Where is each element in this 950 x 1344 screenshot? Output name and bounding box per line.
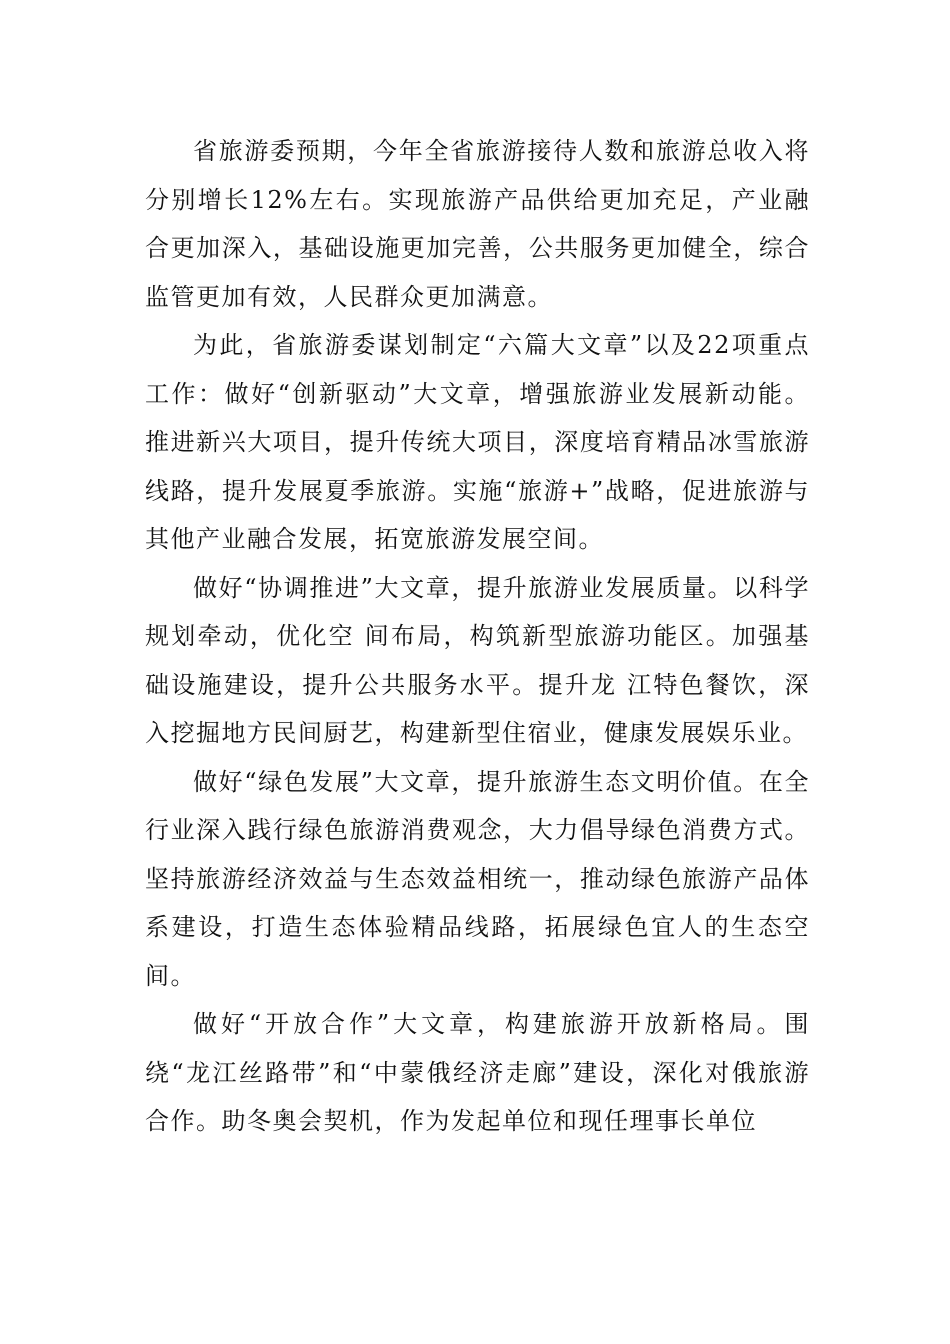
paragraph-six-articles-innovation: 为此，省旅游委谋划制定“六篇大文章”以及22项重点工作：做好“创新驱动”大文章，增强旅游业发展新动能。推进新兴大项目，提升传统大项目，深度培育精品冰雪旅游线路，提升发展夏季旅游。实施“旅游+”战略，促进旅游与其他产业融合发展，拓宽旅游发展空间。 (145, 331, 810, 553)
paragraph-green-development: 做好“绿色发展”大文章，提升旅游生态文明价值。在全行业深入践行绿色旅游消费观念，大力倡导绿色消费方式。坚持旅游经济效益与生态效益相统一，推动绿色旅游产品体系建设，打造生态体验精品线路，拓展绿色宜人的生态空间。 (145, 767, 810, 990)
paragraph-open-cooperation: 做好“开放合作”大文章，构建旅游开放新格局。围绕“龙江丝路带”和“中蒙俄经济走廊”建设，深化对俄旅游合作。助冬奥会契机，作为发起单位和现任理事长单位 (145, 1010, 810, 1135)
paragraph-coordinated-advancement: 做好“协调推进”大文章，提升旅游业发展质量。以科学规划牵动，优化空 间布局，构筑新型旅游功能区。加强基础设施建设，提升公共服务水平。提升龙 江特色餐饮，深入挖掘地方民间厨艺，构建新型住宿业，健康发展娱乐业。 (145, 573, 810, 747)
paragraph-tourism-forecast: 省旅游委预期，今年全省旅游接待人数和旅游总收入将分别增长12%左右。实现旅游产品供给更加充足，产业融合更加深入，基础设施更加完善，公共服务更加健全，综合监管更加有效，人民群众更加满意。 (145, 137, 810, 311)
document-body (145, 127, 810, 1146)
